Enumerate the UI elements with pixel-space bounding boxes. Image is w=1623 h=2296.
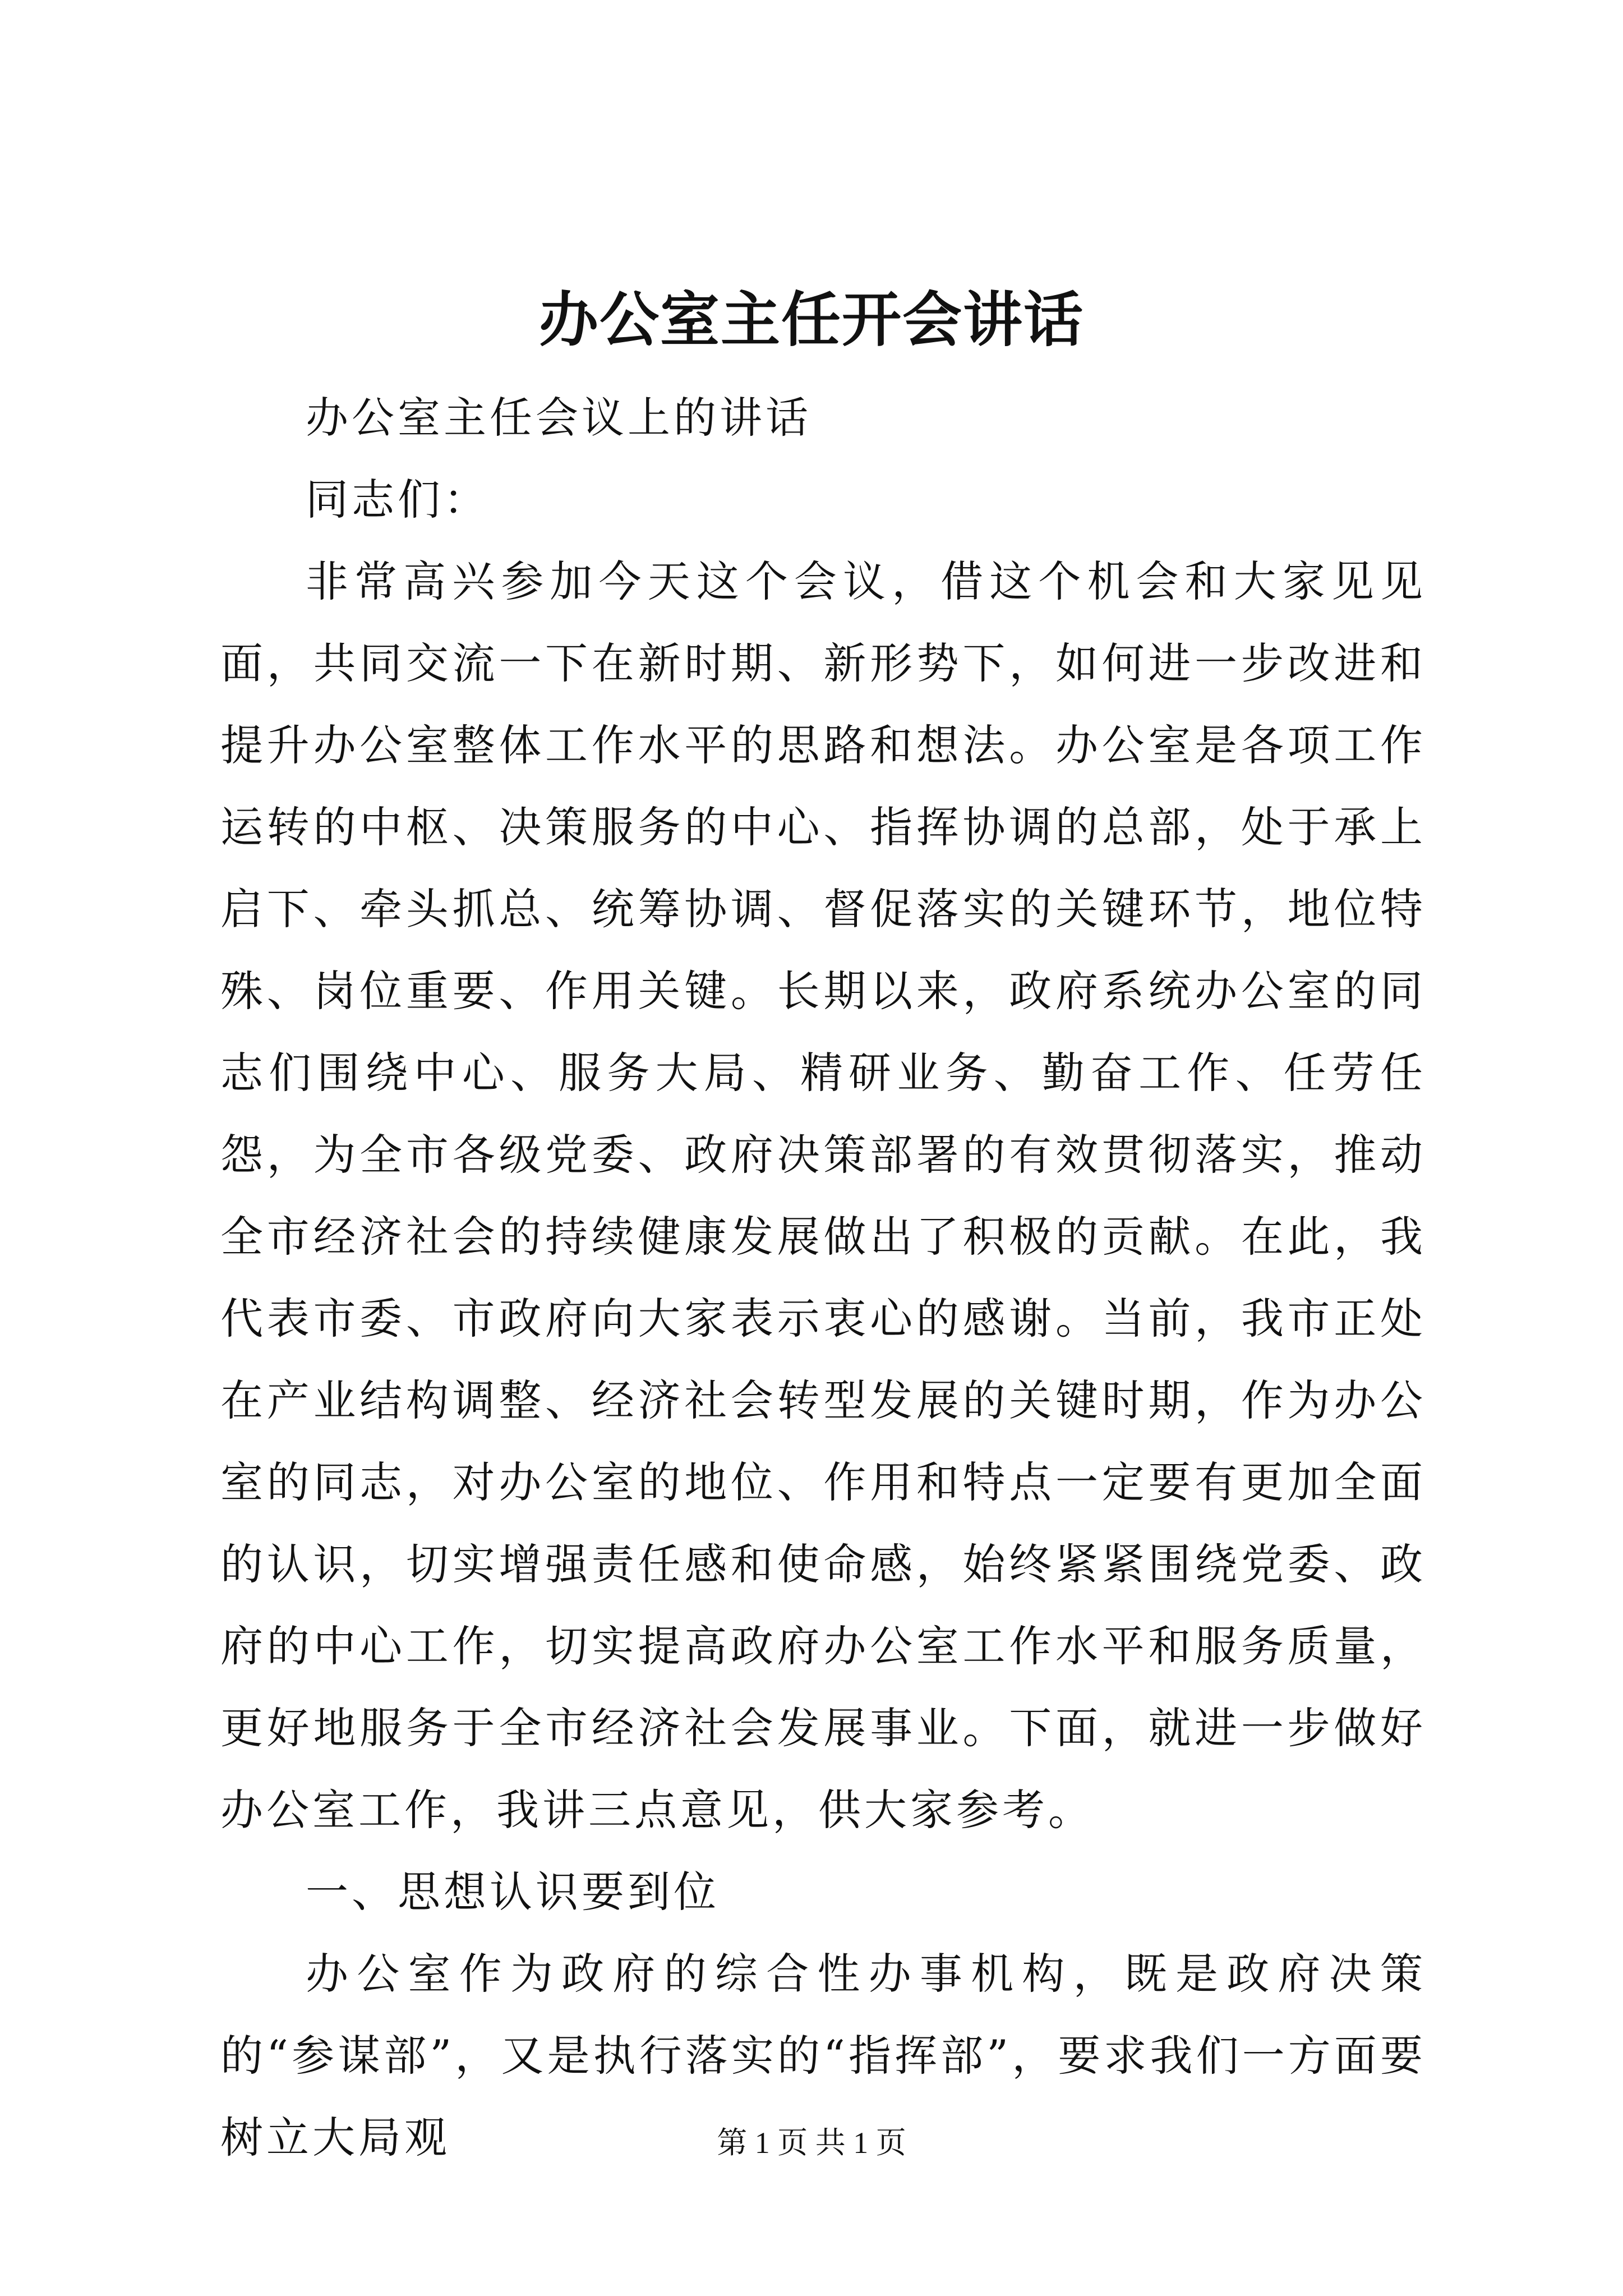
section-heading: 一、思想认识要到位 [306, 1867, 720, 1917]
body-paragraph: 办公室作为政府的综合性办事机构，既是政府决策的“参谋部”，又是执行落实的“指挥部”，要求我们一方面要树立大局观 [220, 1949, 1426, 2162]
salutation: 同志们： [306, 475, 490, 524]
document-title: 办公室主任开会讲话 [539, 284, 1084, 355]
body-paragraph: 非常高兴参加今天这个会议，借这个机会和大家见见面，共同交流一下在新时期、新形势下，如何进一步改进和提升办公室整体工作水平的思路和想法。办公室是各项工作运转的中枢、决策服务的中心、指挥协调的总部，处于承上启下、牵头抓总、统筹协调、督促落实的关键环节，地位特殊、岗位重要、作用关键。长期以来，政府系统办公室的同志们围绕中心、服务大局、精研业务、勤奋工作、任劳任怨，为全市各级党委、政府决策部署的有效贯彻落实，推动全市经济社会的持续健康发展做出了积极的贡献。在此，我代表市委、市政府向大家表示衷心的感谢。当前，我市正处在产业结构调整、经济社会转型发展的关键时期，作为办公室的同志，对办公室的地位、作用和特点一定要有更加全面的认识，切实增强责任感和使命感，始终紧紧围绕党委、政府的中心工作，切实提高政府办公室工作水平和服务质量，更好地服务于全市经济社会发展事业。下面，就进一步做好办公室工作，我讲三点意见，供大家参考。 [220, 556, 1426, 1835]
speech-heading: 办公室主任会议上的讲话 [306, 393, 811, 443]
document-body [220, 377, 1426, 2179]
page-footer: 第 1 页 共 1 页 [717, 2126, 906, 2160]
